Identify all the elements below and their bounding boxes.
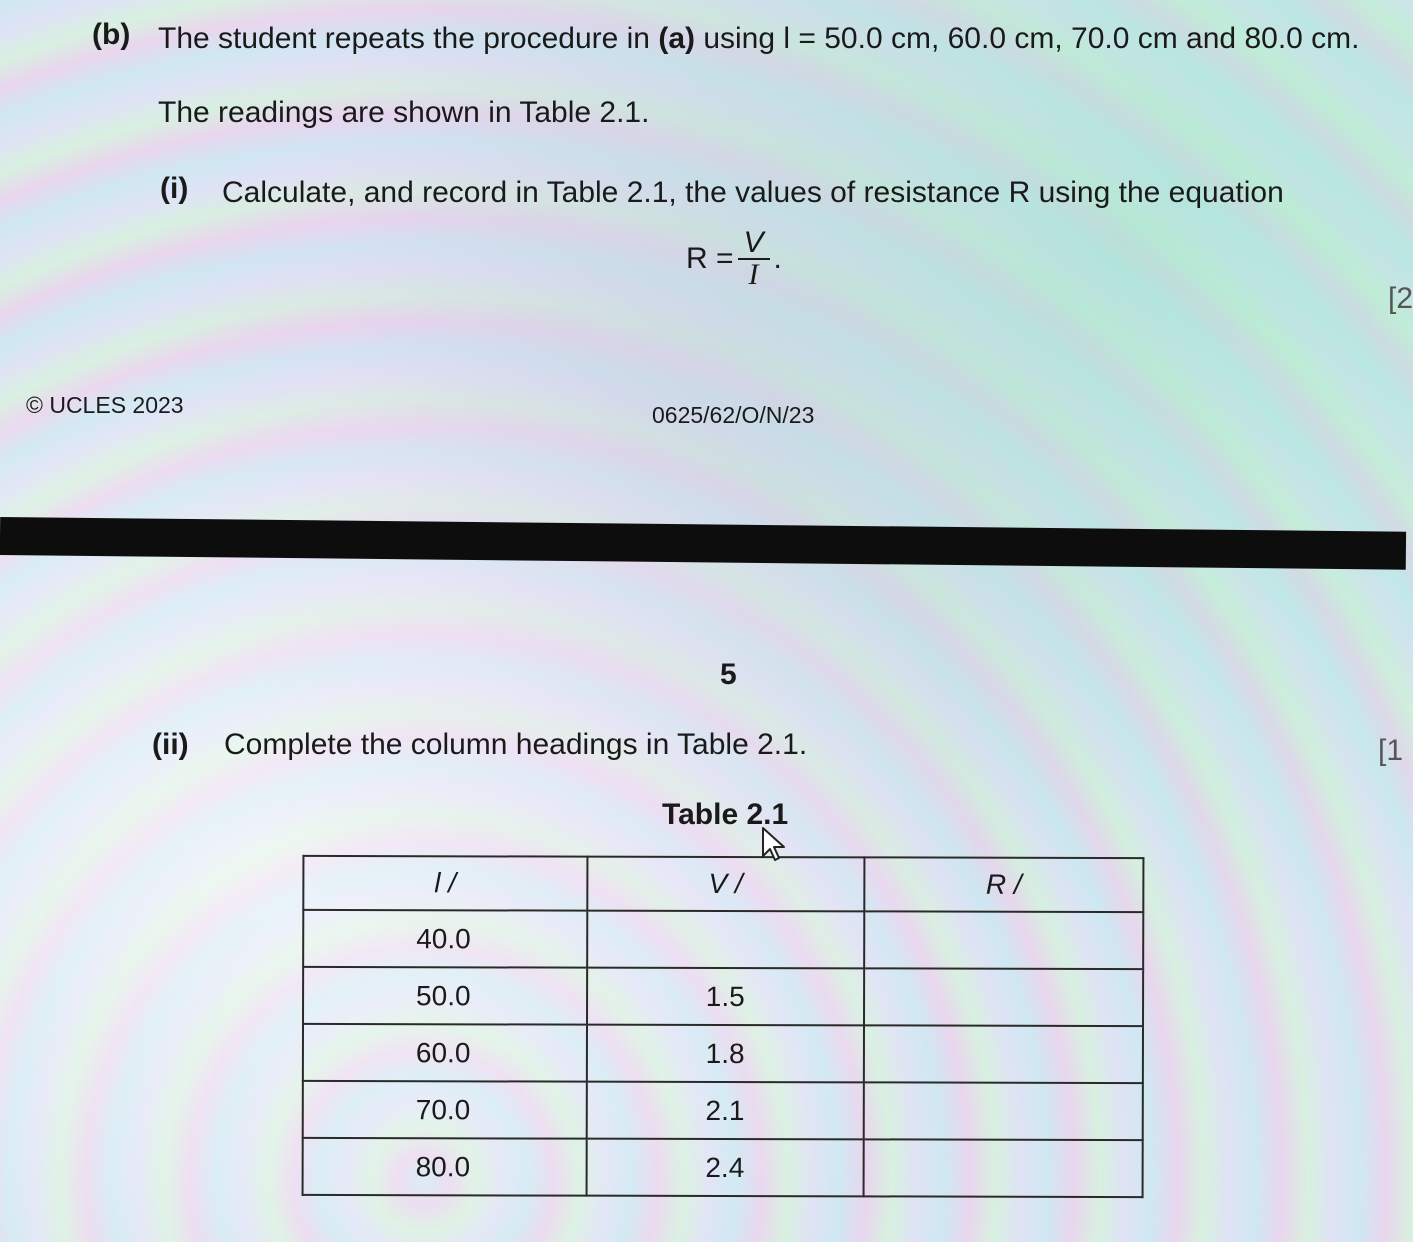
cell-length: 80.0 — [303, 1138, 587, 1196]
part-b-text-end: using l = 50.0 cm, 60.0 cm, 70.0 cm and 80.0 cm. — [695, 22, 1360, 55]
copyright-text: © UCLES 2023 — [26, 392, 184, 418]
part-i-text: Calculate, and record in Table 2.1, the values of resistance R using the equation — [222, 176, 1284, 209]
cell-length: 60.0 — [303, 1024, 587, 1082]
page-number: 5 — [720, 658, 737, 691]
cell-voltage — [587, 911, 864, 969]
part-b-label: (b) — [92, 18, 131, 51]
paper-code: 0625/62/O/N/23 — [652, 402, 815, 428]
cell-length: 70.0 — [303, 1081, 587, 1139]
part-ii-label: (ii) — [152, 728, 189, 761]
cell-resistance — [864, 1082, 1143, 1140]
cell-voltage: 2.1 — [586, 1082, 863, 1140]
table-row — [303, 910, 1143, 969]
header-length: l / — [303, 856, 587, 911]
table-row — [303, 1138, 1143, 1197]
cell-resistance — [864, 1025, 1143, 1083]
equation-fraction — [738, 228, 770, 290]
header-voltage: V / — [587, 857, 864, 912]
table-row — [303, 1024, 1143, 1083]
part-i-label: (i) — [160, 172, 189, 205]
cell-voltage: 1.5 — [587, 968, 864, 1026]
header-resistance: R / — [864, 857, 1143, 912]
cell-resistance — [864, 968, 1143, 1026]
table-row — [303, 1081, 1143, 1140]
cell-voltage: 1.8 — [586, 1025, 863, 1083]
readings-text: The readings are shown in Table 2.1. — [158, 96, 650, 129]
part-b-reference: (a) — [658, 22, 695, 55]
cell-resistance — [863, 1139, 1142, 1197]
equation-denominator: I — [748, 258, 759, 291]
table-header-row — [303, 856, 1143, 912]
equation-period: . — [773, 242, 782, 275]
part-b-text-start: The student repeats the procedure in — [158, 22, 659, 55]
cell-length: 50.0 — [303, 967, 587, 1025]
equation-lhs: R = — [686, 242, 734, 275]
equation-numerator: V — [738, 228, 770, 260]
page-divider — [0, 517, 1406, 570]
readings-table — [302, 855, 1145, 1198]
part-ii-text: Complete the column headings in Table 2.1. — [224, 728, 808, 761]
marks-part-i: [2 — [1388, 282, 1413, 315]
part-b-text — [158, 22, 1360, 56]
table-row — [303, 967, 1143, 1026]
table-caption: Table 2.1 — [662, 798, 789, 831]
cell-resistance — [864, 911, 1143, 969]
mouse-pointer-icon — [760, 826, 790, 866]
cell-length: 40.0 — [303, 910, 587, 968]
cell-voltage: 2.4 — [586, 1139, 863, 1197]
resistance-equation — [686, 228, 782, 290]
marks-part-ii: [1 — [1378, 734, 1404, 767]
